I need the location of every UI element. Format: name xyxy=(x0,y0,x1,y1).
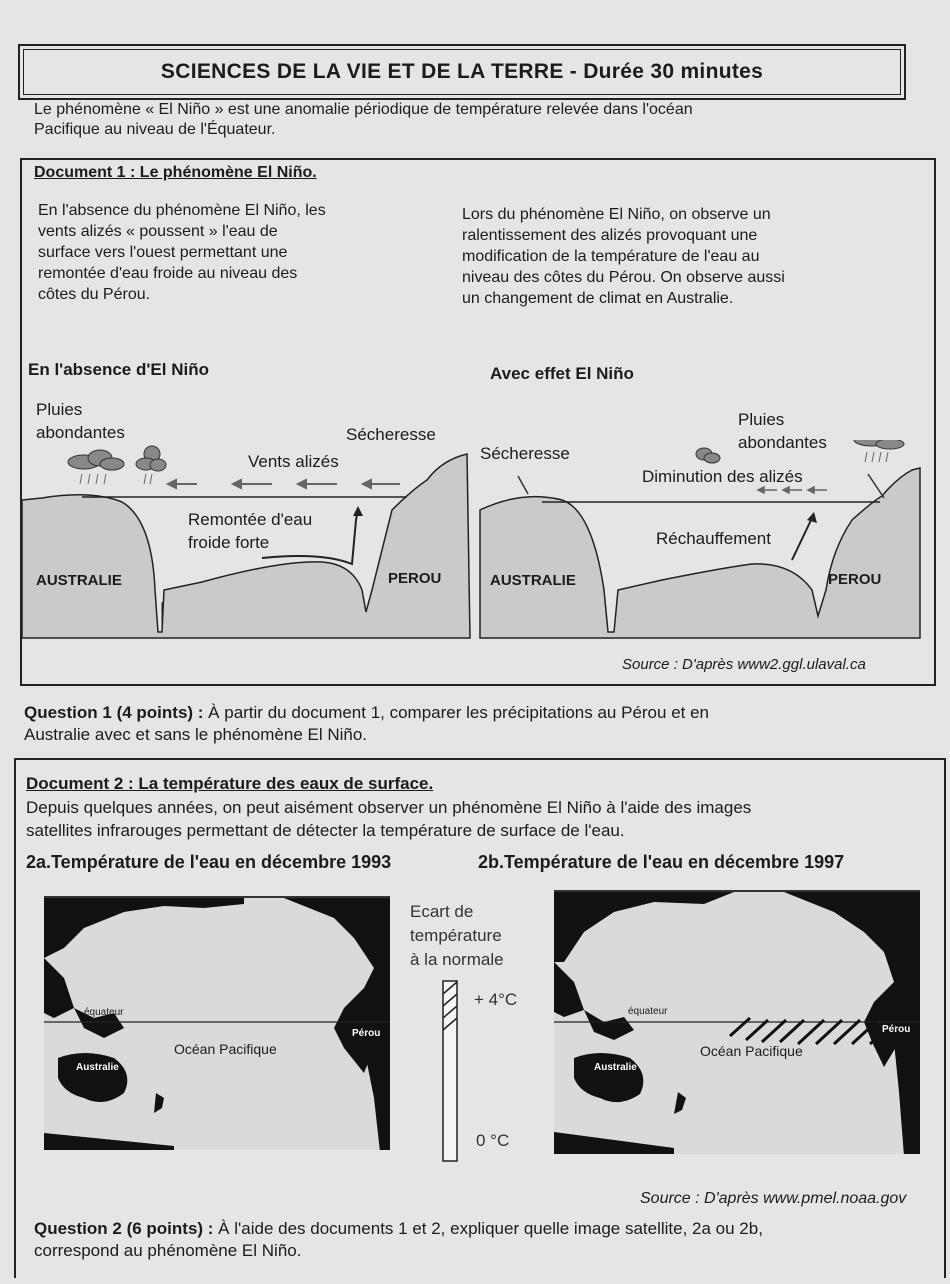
doc1-left-line: vents alizés « poussent » l'eau de xyxy=(38,223,278,240)
map-a xyxy=(44,896,390,1150)
left-rain-line-2: abondantes xyxy=(36,423,125,442)
doc1-source: Source : D'après www2.ggl.ulaval.ca xyxy=(622,656,866,673)
map-a-australia-label: Australie xyxy=(76,1062,119,1073)
left-rain-label xyxy=(36,398,125,444)
doc1-right-line: ralentissement des alizés provoquant une xyxy=(462,227,758,244)
left-winds-label: Vents alizés xyxy=(248,452,339,471)
doc2-text xyxy=(26,796,926,842)
question-1-label: Question 1 (4 points) : xyxy=(24,703,204,722)
page-title: SCIENCES DE LA VIE ET DE LA TERRE - Durée 30 minutes xyxy=(23,49,901,95)
legend-min: 0 °C xyxy=(476,1131,510,1150)
question-2 xyxy=(34,1218,934,1262)
doc1-left-line: côtes du Pérou. xyxy=(38,286,151,303)
left-upwelling-label xyxy=(188,508,312,554)
right-warming-label: Réchauffement xyxy=(656,529,771,548)
map-a-ocean-label: Océan Pacifique xyxy=(174,1041,277,1057)
right-rain-line-1: Pluies xyxy=(738,410,785,429)
legend-line-3: à la normale xyxy=(410,950,504,969)
right-australia-label: AUSTRALIE xyxy=(490,572,576,589)
map-b-australia-label: Australie xyxy=(594,1062,637,1073)
diagram-right-heading: Avec effet El Niño xyxy=(490,364,634,383)
left-upwelling-line-2: froide forte xyxy=(188,533,270,552)
map-b-ocean-label: Océan Pacifique xyxy=(700,1043,803,1059)
intro-line-2: Pacifique au niveau de l'Équateur. xyxy=(34,121,276,138)
left-drought-label: Sécheresse xyxy=(346,425,436,444)
right-winds-label: Diminution des alizés xyxy=(642,467,803,486)
left-australia-label: AUSTRALIE xyxy=(36,572,122,589)
legend-title xyxy=(410,900,504,972)
doc1-left-line: En l'absence du phénomène El Niño, les xyxy=(38,202,326,219)
doc1-right-line: niveau des côtes du Pérou. On observe aussi xyxy=(462,269,785,286)
right-peru-label: PEROU xyxy=(828,571,882,588)
map-a-title: 2a.Température de l'eau en décembre 1993 xyxy=(26,852,392,872)
doc1-right-line: un changement de climat en Australie. xyxy=(462,290,734,307)
doc1-right-line: modification de la température de l'eau au xyxy=(462,248,760,265)
legend-line-1: Ecart de xyxy=(410,902,474,921)
question-1-line-1: À partir du document 1, comparer les précipitations au Pérou et en xyxy=(203,703,710,722)
intro-line-1: Le phénomène « El Niño » est une anomalie périodique de température relevée dans l'océan xyxy=(34,101,693,118)
question-1-line-2: Australie avec et sans le phénomène El Niño. xyxy=(24,725,368,744)
map-b-drawing xyxy=(554,892,920,1154)
doc2-line-1: Depuis quelques années, on peut aisément observer un phénomène El Niño à l'aide des images xyxy=(26,798,752,817)
legend-max: + 4°C xyxy=(474,990,518,1009)
legend-scale-bar xyxy=(442,980,458,1162)
right-rain-line-2: abondantes xyxy=(738,433,827,452)
doc1-left-line: remontée d'eau froide au niveau des xyxy=(38,265,298,282)
map-b-title: 2b.Température de l'eau en décembre 1997 xyxy=(478,852,845,872)
map-b xyxy=(554,890,920,1154)
doc1-left-text xyxy=(38,200,438,305)
document-1-title: Document 1 : Le phénomène El Niño. xyxy=(34,164,317,181)
doc2-line-2: satellites infrarouges permettant de détecter la température de surface de l'eau. xyxy=(26,821,625,840)
doc1-left-line: surface vers l'ouest permettant une xyxy=(38,244,288,261)
right-rain-label xyxy=(738,408,827,454)
question-2-label: Question 2 (6 points) : xyxy=(34,1219,214,1238)
title-frame xyxy=(18,44,906,100)
doc1-right-text xyxy=(462,204,902,309)
doc1-right-line: Lors du phénomène El Niño, on observe un xyxy=(462,206,771,223)
left-rain-line-1: Pluies xyxy=(36,400,83,419)
question-1 xyxy=(24,702,924,746)
map-a-peru-label: Pérou xyxy=(352,1028,381,1039)
question-2-line-1: À l'aide des documents 1 et 2, expliquer quelle image satellite, 2a ou 2b, xyxy=(213,1219,763,1238)
document-2-title: Document 2 : La température des eaux de surface. xyxy=(26,774,434,793)
map-a-equator-label: équateur xyxy=(84,1007,124,1018)
left-peru-label: PEROU xyxy=(388,570,442,587)
intro-text xyxy=(34,100,874,140)
map-b-equator-label: équateur xyxy=(628,1006,668,1017)
legend-line-2: température xyxy=(410,926,502,945)
doc2-source: Source : D'après www.pmel.noaa.gov xyxy=(640,1190,907,1207)
question-2-line-2: correspond au phénomène El Niño. xyxy=(34,1241,302,1260)
diagram-left-heading: En l'absence d'El Niño xyxy=(28,360,209,379)
map-a-drawing xyxy=(44,898,390,1150)
right-drought-label: Sécheresse xyxy=(480,444,570,463)
left-upwelling-line-1: Remontée d'eau xyxy=(188,510,313,529)
map-b-peru-label: Pérou xyxy=(882,1024,911,1035)
